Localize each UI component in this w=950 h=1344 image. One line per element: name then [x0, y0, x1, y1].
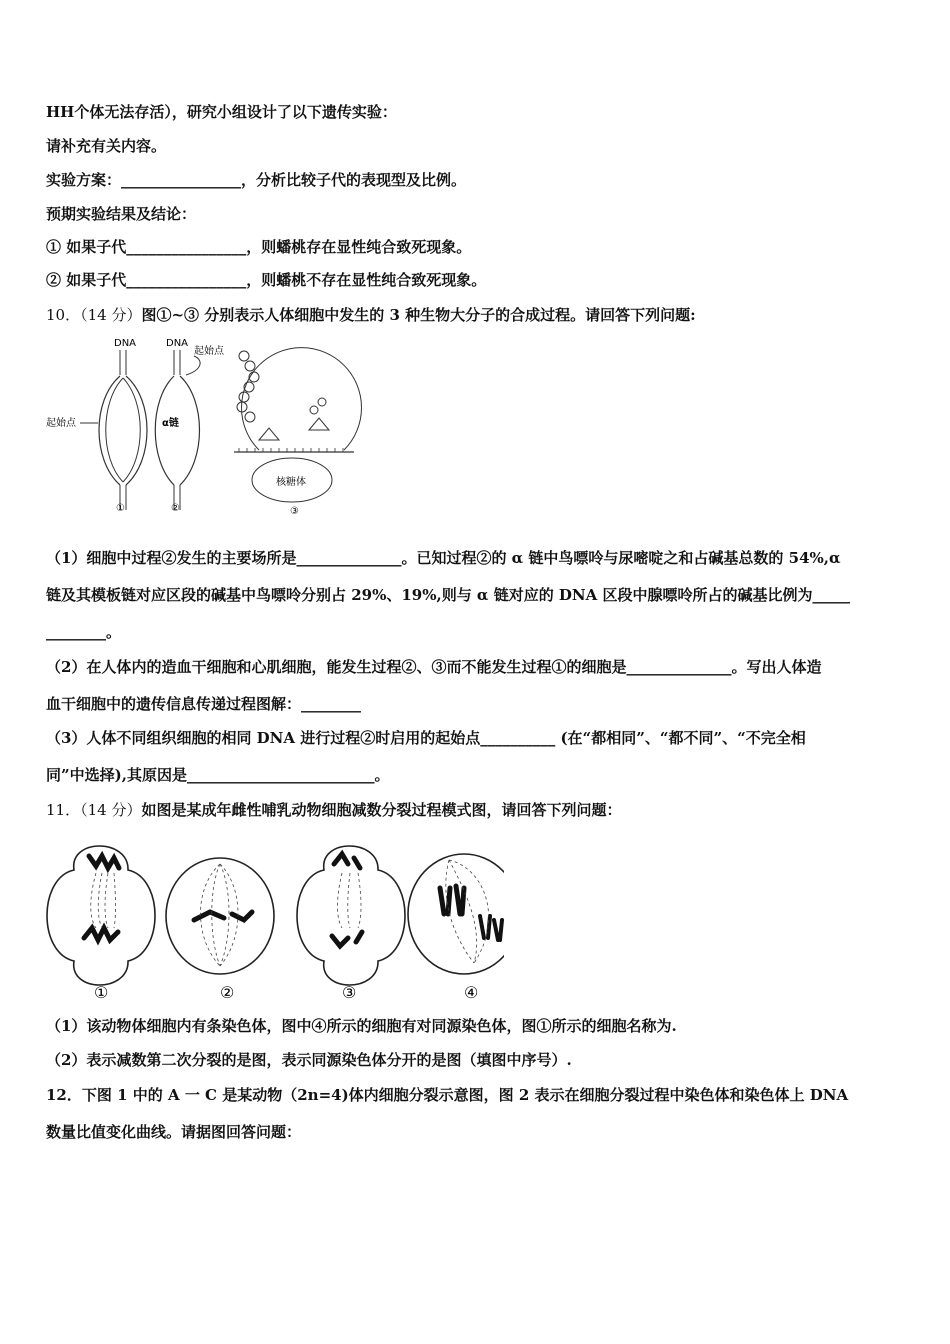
figure-number: ④ — [464, 983, 479, 1000]
text-line: 请补充有关内容。 — [46, 137, 167, 155]
origin-label: 起始点 — [46, 418, 76, 429]
text-line: 12．下图 1 中的 A 一 C 是某动物（2n=4)体内细胞分裂示意图，图 2 表示在细胞分裂过程中染色体和染色体上 DNA — [46, 1086, 849, 1104]
question-text: 图①~③ 分别表示人体细胞中发生的 3 种生物大分子的合成过程。请回答下列问题: — [141, 306, 696, 324]
text-line: ① 如果子代________________，则蟠桃存在显性纯合致死现象。 — [46, 238, 472, 256]
text-line: （1）细胞中过程②发生的主要场所是______________。已知过程②的 α 链中鸟嘌呤与尿嘧啶之和占碱基总数的 54%,α — [46, 549, 841, 567]
text-line: （1）该动物体细胞内有条染色体，图中④所示的细胞有对同源染色体，图①所示的细胞名称为. — [46, 1017, 677, 1035]
figure-number: ① — [116, 503, 125, 514]
transcription-diagram — [155, 338, 225, 514]
text-line: （3）人体不同组织细胞的相同 DNA 进行过程②时启用的起始点__________ (在“都相同”、“都不同”、“不完全相 — [46, 729, 806, 747]
text-line: 实验方案：________________，分析比较子代的表现型及比例。 — [46, 171, 467, 189]
text-line: 预期实验结果及结论： — [46, 205, 197, 223]
text-line: HH个体无法存活），研究小组设计了以下遗传实验： — [46, 103, 397, 121]
replication-diagram — [46, 338, 147, 514]
question-number: 11．（14 分） — [46, 801, 142, 819]
text-line: 血干细胞中的遗传信息传递过程图解：________ — [46, 695, 362, 713]
origin-label: 起始点 — [194, 346, 224, 357]
ribosome-label: 核糖体 — [276, 477, 306, 488]
question-text: 如图是某成年雌性哺乳动物细胞减数分裂过程模式图，请回答下列问题： — [141, 801, 622, 819]
figure-number: ② — [171, 503, 180, 514]
alpha-chain-label: α链 — [162, 418, 179, 429]
text-line: ② 如果子代________________，则蟠桃不存在显性纯合致死现象。 — [46, 271, 487, 289]
figure-synthesis-processes — [44, 330, 364, 520]
cell-1-diagram — [47, 846, 155, 1000]
text-line: （2）在人体内的造血干细胞和心肌细胞，能发生过程②、③而不能发生过程①的细胞是______________。写出人体造 — [46, 658, 822, 676]
figure-meiosis-cells — [44, 828, 504, 1000]
text-line: ________。 — [46, 623, 122, 641]
figure-number: ③ — [290, 506, 299, 517]
question-number: 10．（14 分） — [46, 306, 142, 324]
figure-number: ③ — [342, 983, 357, 1000]
dna-label: DNA — [114, 338, 137, 349]
text-line: （2）表示减数第二次分裂的是图，表示同源染色体分开的是图（填图中序号）. — [46, 1051, 572, 1069]
translation-diagram — [234, 348, 362, 517]
question-11-heading — [46, 800, 621, 820]
dna-label: DNA — [166, 338, 189, 349]
cell-2-diagram — [166, 858, 274, 1000]
text-line: 同”中选择),其原因是_________________________。 — [46, 766, 390, 784]
question-10-heading — [46, 305, 696, 325]
cell-4-diagram — [408, 854, 504, 1000]
text-line: 数量比值变化曲线。请据图回答问题： — [46, 1123, 302, 1141]
text-line: 链及其模板链对应区段的碱基中鸟嘌呤分别占 29%、19%,则与 α 链对应的 DNA 区段中腺嘌呤所占的碱基比例为_____ — [46, 586, 850, 604]
figure-number: ② — [220, 983, 235, 1000]
cell-3-diagram — [297, 846, 405, 1000]
figure-number: ① — [94, 983, 109, 1000]
